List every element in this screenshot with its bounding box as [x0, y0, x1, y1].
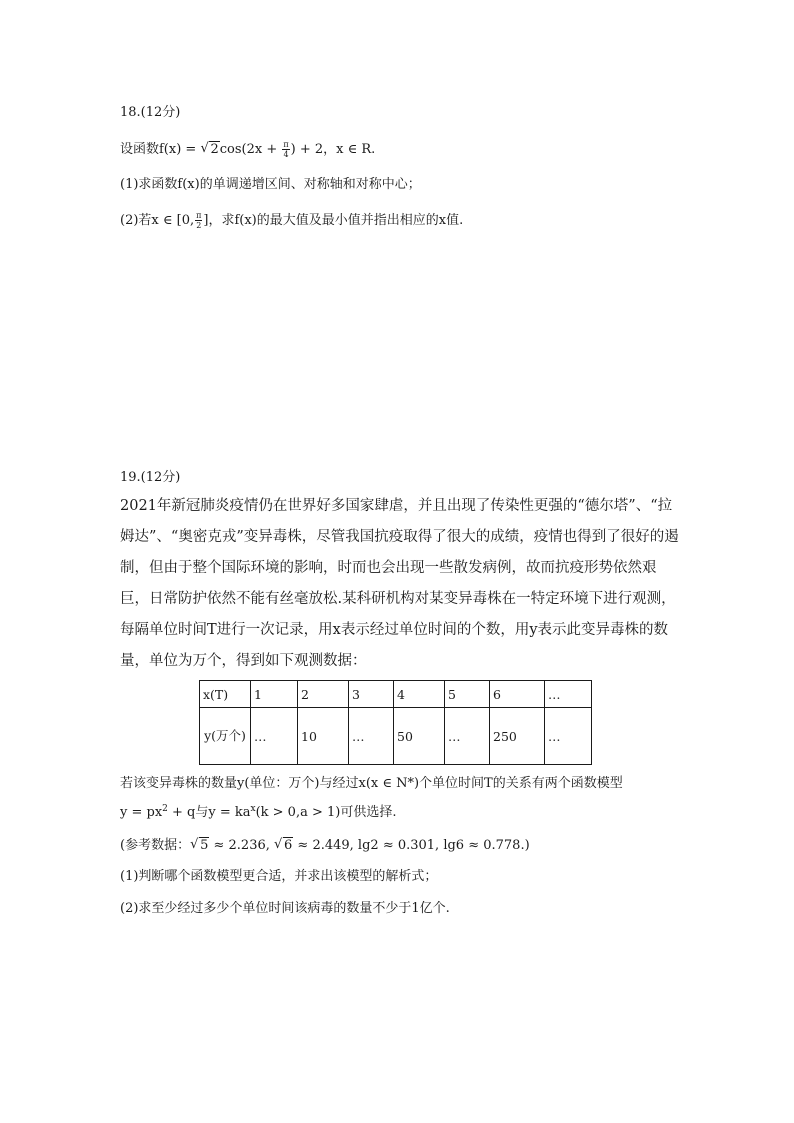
q19-ref-val2: ≈ 2.449, lg2 ≈ 0.301, lg6 ≈ 0.778.): [293, 838, 530, 853]
q18-stem: [120, 140, 375, 159]
sqrt-symbol: [274, 837, 293, 855]
q18-stem-mid: cos(2x +: [219, 142, 282, 157]
table-cell-x: 4: [394, 681, 445, 708]
table-cell-y: 10: [298, 708, 349, 765]
table-cell-x: 3: [349, 681, 394, 708]
q18-part2-prefix: (2)若x ∈ [0,: [120, 213, 195, 228]
q19-part1: (1)判断哪个函数模型更合适，并求出该模型的解析式；: [120, 869, 438, 884]
table-cell-x: 6: [490, 681, 545, 708]
table-cell-x: 2: [298, 681, 349, 708]
q19-model-line2: [120, 804, 396, 822]
q18-header: 18.(12分): [120, 105, 181, 120]
q19-part2: (2)求至少经过多少个单位时间该病毒的数量不少于1亿个.: [120, 901, 450, 916]
q18-sqrt-arg: 2: [210, 142, 219, 157]
table-cell-x: …: [545, 681, 592, 708]
q19-ref-sqrt6: 6: [284, 838, 293, 853]
table-header-y: y(万个): [200, 708, 251, 765]
observation-table: [199, 680, 592, 765]
q19-model-line1: 若该变异毒株的数量y(单位：万个)与经过x(x ∈ N*)个单位时间T的关系有两个函数模型: [120, 776, 623, 791]
q19-reference-data: [120, 837, 530, 855]
q19-header: 19.(12分): [120, 470, 181, 485]
table-cell-y: …: [445, 708, 490, 765]
table-row-x: [200, 681, 592, 708]
q18-part2-frac-den: 2: [196, 221, 202, 230]
sqrt-symbol: [200, 141, 219, 159]
q18-part2-suffix: ]，求f(x)的最大值及最小值并指出相应的x值.: [203, 213, 464, 228]
table-cell-y: …: [545, 708, 592, 765]
q18-part1: (1)求函数f(x)的单调递增区间、对称轴和对称中心；: [120, 177, 421, 192]
q19-ref-val1: ≈ 2.236,: [209, 838, 270, 853]
table-header-x: x(T): [200, 681, 251, 708]
table-cell-x: 5: [445, 681, 490, 708]
table-cell-x: 1: [251, 681, 298, 708]
table-cell-y: …: [349, 708, 394, 765]
q18-stem-suffix: ) + 2，x ∈ R.: [290, 142, 376, 157]
q18-fraction: [282, 140, 289, 159]
q19-model-c: (k > 0,a > 1)可供选择.: [255, 805, 397, 820]
q19-model-b: + q与y = ka: [167, 805, 251, 820]
sqrt-symbol: [190, 837, 209, 855]
q19-model-a: y = px: [120, 805, 163, 820]
table-cell-y: …: [251, 708, 298, 765]
table-cell-y: 250: [490, 708, 545, 765]
q19-ref-sqrt5: 5: [200, 838, 209, 853]
q18-frac-num: π: [283, 140, 289, 149]
q18-part2-fraction: [195, 211, 202, 230]
q19-intro: 2021年新冠肺炎疫情仍在世界好多国家肆虐，并且出现了传染性更强的“德尔塔”、“拉姆达”、“奥密克戎”变异毒株，尽管我国抗疫取得了很大的成绩，疫情也得到了很好的遏制，但由于整个国际环境的影响，时而也会出现一些散发病例，故而抗疫形势依然艰巨，日常防护依然不能有丝毫放松.某科研机构对某变异毒株在一特定环境下进行观测，每隔单位时间T进行一次记录，用x表示经过单位时间的个数，用y表示此变异毒株的数量，单位为万个，得到如下观测数据：: [120, 498, 679, 669]
q19-model-exp: 2: [162, 804, 168, 814]
table-row-y: [200, 708, 592, 765]
q18-stem-prefix: 设函数f(x) =: [120, 142, 201, 157]
q18-part2-frac-num: π: [196, 211, 202, 220]
q18-part2: [120, 211, 463, 230]
table-cell-y: 50: [394, 708, 445, 765]
q19-ref-prefix: (参考数据：: [120, 838, 191, 853]
q19-model-exp2: x: [250, 804, 256, 814]
q18-frac-den: 4: [283, 150, 289, 159]
